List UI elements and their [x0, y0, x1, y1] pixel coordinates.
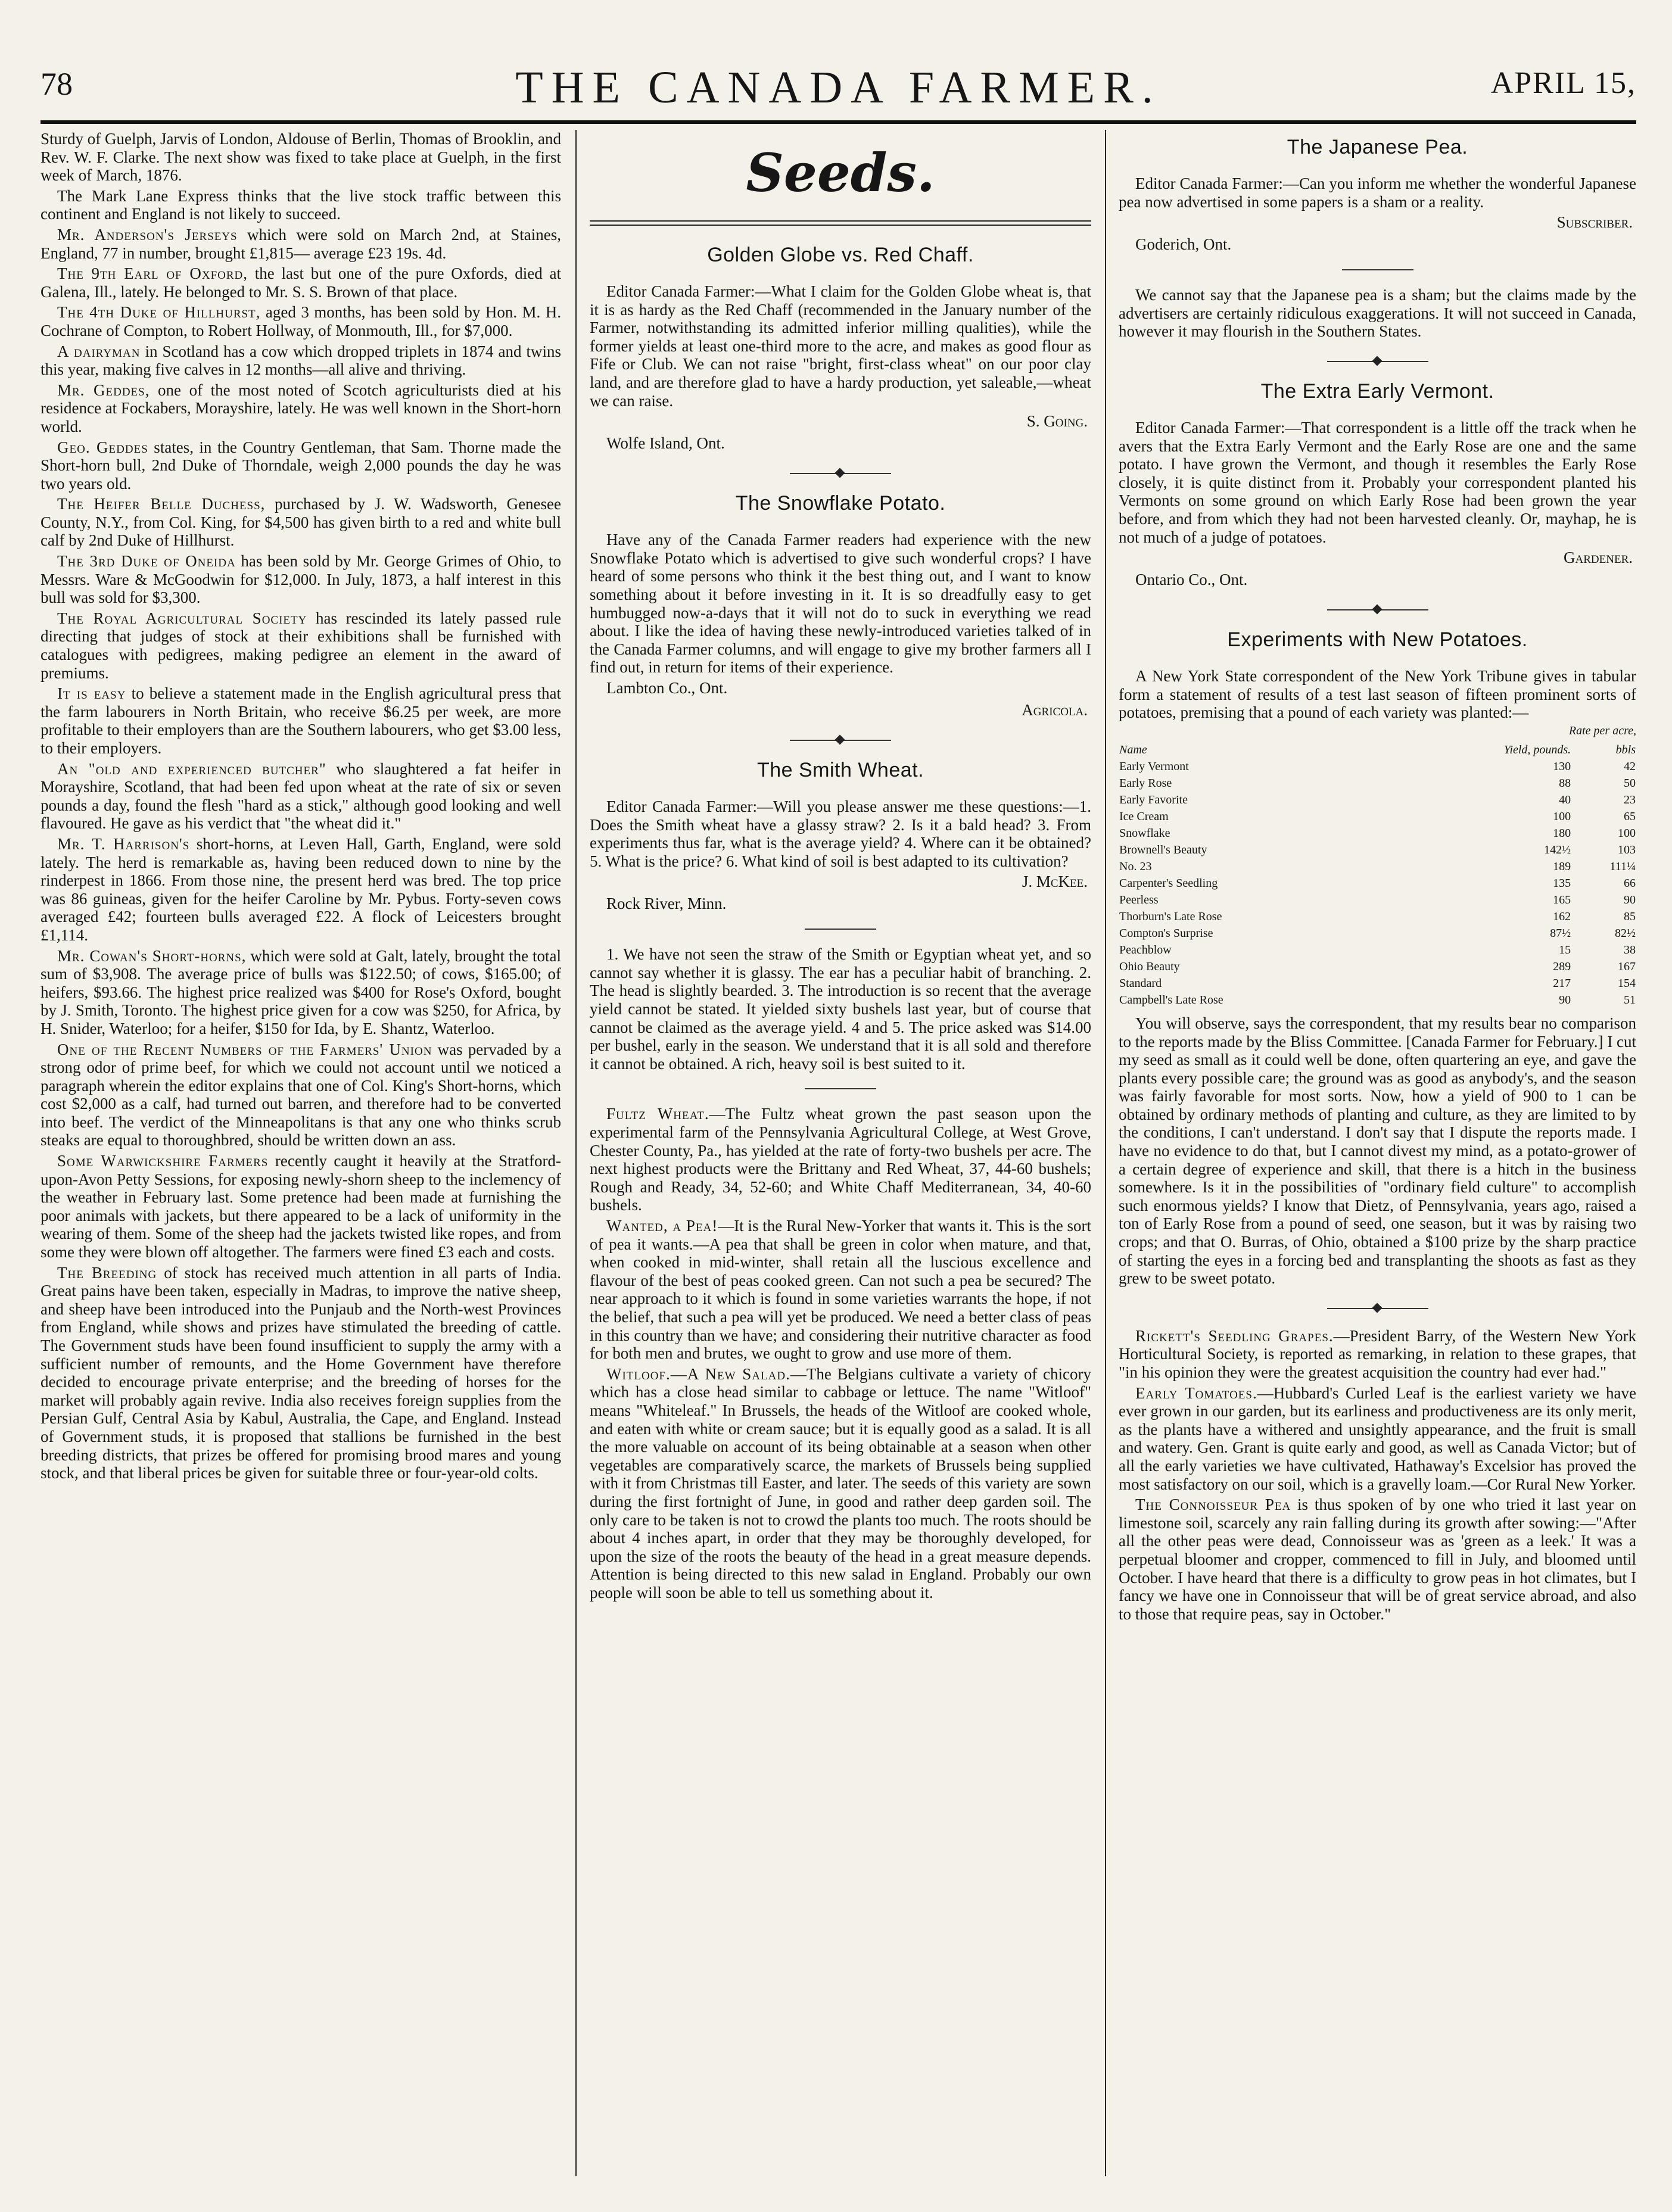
article-headline: The Snowflake Potato. [735, 492, 946, 515]
table-row: No. 23 189 111¼ [1119, 859, 1636, 873]
paragraph: The Mark Lane Express thinks that the live stock traffic between this continent and England is not likely to succeed. [41, 186, 561, 223]
table-row: Ice Cream 100 65 [1119, 809, 1636, 823]
signature: Gardener. [1564, 549, 1633, 567]
section-rule [590, 220, 1091, 226]
divider [1327, 1308, 1428, 1309]
table-row: Campbell's Late Rose 90 51 [1119, 993, 1636, 1007]
divider [1342, 269, 1413, 270]
table-caption: Rate per acre, [1568, 724, 1636, 737]
paragraph: The Royal Agricultural Society has rescinded its lately passed rule directing that judges of stock at their exhibitions shall be furnished with catalogues with pedigrees, making pedigree an element in the award of premiums. [41, 609, 561, 682]
column-left [41, 130, 561, 2188]
paragraph: A New York State correspondent of the New York Tribune gives in tabular form a statement of results of a test last season of fifteen prominent sorts of potatoes, premising that a pound of each variety was planted:— [1119, 667, 1636, 722]
signature: J. McKee. [1022, 873, 1088, 891]
table-row: Brownell's Beauty 142½ 103 [1119, 843, 1636, 856]
paragraph: Rickett's Seedling Grapes.—President Barry, of the Western New York Horticultural Society, is reported as remarking, in relation to these grapes, that "in his opinion they were the greatest acquisition the country had ever had." [1119, 1326, 1636, 1381]
paragraph: Early Tomatoes.—Hubbard's Curled Leaf is the earliest variety we have ever grown in our garden, but its earliness and productiveness are its only merit, as the plants have a withered and unsightly appearance, and the fruit is small and watery. Gen. Grant is quite early and good, as well as Canada Victor; but of all the early varieties we have cultivated, Hathaway's Excelsior has proved the most satisfactory on our soil, which is a gravelly loam.—Cor Rural New Yorker. [1119, 1384, 1636, 1493]
dateline: Goderich, Ont. [1135, 235, 1232, 254]
section-title: Seeds. [746, 142, 935, 204]
paragraph: Mr. T. Harrison's short-horns, at Leven Hall, Garth, England, were sold lately. The herd is remarkable as, having been reduced down to nine by the rinderpest in 1866. From those nine, the present herd was bred. The top price was 86 guineas, given for the heifer Caroline by Mr. Pybus. Forty-seven cows averaged £42; fourteen bulls averaged £22. A flock of Leicesters brought £1,114. [41, 834, 561, 944]
paragraph: Fultz Wheat.—The Fultz wheat grown the past season upon the experimental farm of the Pennsylvania Agricultural College, at West Grove, Chester County, Pa., has yielded at the rate of forty-two bushels per acre. The next highest products were the Brittany and Red Wheat, 37, 44-60 bushels; Rough and Ready, 34, 52-60; and White Chaff Mediterranean, 34, 40-60 bushels. [590, 1105, 1091, 1214]
signature: Subscriber. [1556, 213, 1633, 232]
table-row: Ohio Beauty 289 167 [1119, 959, 1636, 973]
paragraph: Editor Canada Farmer:—What I claim for the Golden Globe wheat is, that it is as hardy as the Red Chaff (recommended in the January number of the Farmer, notwithstanding its admitted inferior milling qualities), while the former yields at least one-third more to the acre, and makes as good flour as Fife or Club. We can not raise "bright, first-class wheat" on our poor clay land, and are therefore glad to have a hardy production, yet saleable,—wheat we can raise. [590, 282, 1091, 410]
paragraph: Editor Canada Farmer:—Can you inform me whether the wonderful Japanese pea now advertised in some papers is a sham or a reality. [1119, 175, 1636, 211]
paragraph: 1. We have not seen the straw of the Smith or Egyptian wheat yet, and so cannot say whether it is glassy. The ear has a peculiar habit of branching. 2. The head is slightly bearded. 3. The introduction is so recent that the average yield cannot be stated. It yielded sixty bushels last year, but of course that cannot be claimed as the average yield. 4 and 5. The price asked was $14.00 per bushel, early in the season. We understand that it is all sold and therefore it cannot be obtained. A rich, heavy soil is best suited to it. [590, 945, 1091, 1073]
column-divider [575, 130, 577, 2176]
article-headline: The Smith Wheat. [756, 758, 924, 781]
paragraph: It is easy to believe a statement made in the English agricultural press that the farm labourers in North Britain, who receive $6.25 per week, are more profitable to their employers than are the Southern labourers, who get $3.00 less, to their employers. [41, 684, 561, 757]
table-row: Peerless 165 90 [1119, 893, 1636, 906]
paragraph: An "old and experienced butcher" who slaughtered a fat heifer in Morayshire, Scotland, that had been fed upon wheat at the rate of six or seven pounds a day, found the flesh "hard as a stick," although good looking and well flavoured. He gave as his verdict that "the wheat did it." [41, 759, 561, 833]
paragraph: Geo. Geddes states, in the Country Gentleman, that Sam. Thorne made the Short-horn bull, 2nd Duke of Thorndale, weigh 2,000 pounds the day he was two years old. [41, 438, 561, 493]
dateline: Ontario Co., Ont. [1135, 571, 1248, 589]
table-header-yield: Yield, pounds. [1503, 743, 1571, 756]
paragraph: The 3rd Duke of Oneida has been sold by Mr. George Grimes of Ohio, to Messrs. Ware & McGoodwin for $12,000. In July, 1873, a half interest in this bull was sold for $3,300. [41, 552, 561, 607]
column-right [1119, 130, 1636, 2188]
masthead-title: THE CANADA FARMER. [515, 63, 1162, 113]
paragraph: The Breeding of stock has received much attention in all parts of India. Great pains have been taken, especially in Madras, to improve the native sheep, and sheep have been introduced into the Punjaub and the North-west Provinces from England, while shows and prizes have stimulated the breeding of cattle. The Government studs have been found insufficient to supply the army with a sufficient number of remounts, and the Home Government have therefore decided to encourage private enterprise; and the breeding of horses for the market will probably again revive. India also receives foreign supplies from the Persian Gulf, Central Asia by Kabul, Australia, the Cape, and England. Instead of Government studs, it is proposed that stallions be furnished in the best breeding districts, that prizes be offered for promising brood mares and young stock, and that liberal prices be given for suitable three or four-year-old colts. [41, 1263, 561, 1482]
divider [1327, 609, 1428, 610]
paragraph: We cannot say that the Japanese pea is a sham; but the claims made by the advertisers are certainly ridiculous exaggerations. It will not succeed in Canada, however it may flourish in the Southern States. [1119, 286, 1636, 341]
paragraph: The Heifer Belle Duchess, purchased by J. W. Wadsworth, Genesee County, N.Y., from Col. King, for $4,500 has given birth to a red and white bull calf by 2nd Duke of Hillhurst. [41, 495, 561, 550]
signature: S. Going. [1026, 412, 1088, 431]
paragraph: Have any of the Canada Farmer readers had experience with the new Snowflake Potato which is advertised to give such wonderful crops? I have heard of some persons who think it the best thing out, and I want to know something about it before investing in it. It is so dreadfully easy to get humbugged now-a-days that it will not do to suck in everything we read about. I like the idea of having these newly-introduced varieties talked of in the Canada Farmer columns, and will engage to give my brother farmers all I find out, in return for items of their experience. [590, 531, 1091, 677]
dateline: Wolfe Island, Ont. [606, 434, 725, 453]
paragraph: A dairyman in Scotland has a cow which dropped triplets in 1874 and twins this year, making five calves in 12 months—all alive and thriving. [41, 342, 561, 379]
paragraph: Editor Canada Farmer:—That correspondent is a little off the track when he avers that the Extra Early Vermont and the Early Rose are one and the same potato. I have grown the Vermont, and though it resembles the Early Rose closely, it is quite distinct from it. Probably your correspondent planted his Vermonts on some ground on which Early Rose had been grown the year before, and from which they had not been harvested cleanly. Or, mayhap, he is not much of a judge of potatoes. [1119, 418, 1636, 546]
issue-date: APRIL 15, [1490, 66, 1636, 100]
paragraph: Mr. Cowan's Short-horns, which were sold at Galt, lately, brought the total sum of $3,908. The average price of bulls was $122.50; of cows, $165.00; of heifers, $93.66. The highest price realized was $400 for Rose's Oxford, bought by J. Smith, Toronto. The highest price given for a cow was $250, for Africa, by H. Snider, Waterloo; for a heifer, $150 for Ida, by E. Shantz, Waterloo. [41, 946, 561, 1038]
signature: Agricola. [1022, 700, 1088, 719]
paragraph: Sturdy of Guelph, Jarvis of London, Aldouse of Berlin, Thomas of Brooklin, and Rev. W. F. Clarke. The next show was fixed to take place at Guelph, in the first week of March, 1876. [41, 130, 561, 185]
paragraph: The 9th Earl of Oxford, the last but one of the pure Oxfords, died at Galena, Ill., lately. He belonged to Mr. S. S. Brown of that place. [41, 264, 561, 301]
paragraph: Wanted, a Pea!—It is the Rural New-Yorker that wants it. This is the sort of pea it wants.—A pea that shall be green in color when mature, and that, when cooked in mid-winter, shall retain all the luscious excellence and flavour of the best of peas cooked green. Can not such a pea be secured? The near approach to it which is found in some varieties warrants the hope, if not the belief, that such a pea will yet be produced. We need a better class of peas in this country than we have; and considering their nutritive character as food for both men and brutes, we ought to grow and use more of them. [590, 1217, 1091, 1363]
dateline: Lambton Co., Ont. [606, 678, 728, 697]
article-headline: The Extra Early Vermont. [1260, 379, 1494, 403]
article-headline: The Japanese Pea. [1287, 136, 1468, 158]
page-number: 78 [41, 66, 73, 102]
paragraph: The 4th Duke of Hillhurst, aged 3 months, has been sold by Hon. M. H. Cochrane of Compton, to Robert Hollway, of Monmouth, Ill., for $7,000. [41, 303, 561, 339]
table-row: Early Vermont 130 42 [1119, 759, 1636, 773]
article-headline: Experiments with New Potatoes. [1227, 628, 1528, 652]
paragraph: Witloof.—A New Salad.—The Belgians cultivate a variety of chicory which has a close head similar to cabbage or lettuce. The name "Witloof" means "Whiteleaf." In Brussels, the heads of the Witloof are cooked whole, and eaten with white or cream sauce; but it is equally good as a salad. It is all the more valuable on account of its being obtainable at a season when other vegetables are comparatively scarce, the markets of Brussels being supplied with it from Christmas till Easter, and later. The seeds of this variety are sown during the first fortnight of June, in good and rather deep garden soil. The only care to be taken is not to crowd the plants too much. The roots should be about 4 inches apart, in order that they may be thoroughly developed, for upon the size of the roots the beauty of the head in a great measure depends. Attention is being directed to this new salad in England. Probably our own people will soon be able to tell us something about it. [590, 1364, 1091, 1602]
table-row: Snowflake 180 100 [1119, 826, 1636, 840]
table-header-name: Name [1119, 743, 1147, 756]
paragraph: Mr. Anderson's Jerseys which were sold on March 2nd, at Staines, England, 77 in number, brought £1,815— average £23 19s. 4d. [41, 225, 561, 262]
paragraph: Mr. Geddes, one of the most noted of Scotch agriculturists died at his residence at Fockabers, Morayshire, lately. He was well known in the Short-horn world. [41, 381, 561, 435]
divider [805, 1088, 876, 1089]
table-row: Carpenter's Seedling 135 66 [1119, 876, 1636, 890]
table-row: Early Favorite 40 23 [1119, 793, 1636, 806]
paragraph: You will observe, says the correspondent, that my results bear no comparison to the reports made by the Bliss Committee. [Canada Farmer for February.] I cut my seed as small as it could well be done, often quartering an eye, and gave the plants every possible care; the ground was as good as anybody's, and the season was fairly favorable for most sorts. Now, how a yield of 900 to 1 can be obtained by ordinary methods of planting and culture, as they are limited to by the conditions, I can't understand. I don't say that I dispute the reports made. I have no evidence to do that, but I cannot divest my mind, as a potato-grower of a certain degree of experience and skill, that there is a hitch in the business somewhere. Is it in the possibilities of "ordinary field culture" to accomplish such enormous yields? I know that Dietz, of Pennsylvania, years ago, raised a ton of Early Rose from a pound of seed, one season, but it was by raising two crops; and that O. Burras, of Ohio, obtained a $100 prize by the sharp practice of starting the eyes in a forcing bed and transplanting the shoots as fast as they grew to be sweet potato. [1119, 1014, 1636, 1288]
header-rule [41, 120, 1636, 124]
paragraph: One of the Recent Numbers of the Farmers' Union was pervaded by a strong odor of prime beef, for which we could not account until we noticed a paragraph wherein the editor explains that one of Col. King's Short-horns, which cost $2,000 as a calf, had turned out barren, and therefore had to be converted into beef. The verdict of the Minneapolitans is that any one who thinks scrub steaks are equal to thoroughbred, should be written down an ass. [41, 1040, 561, 1149]
paragraph: Editor Canada Farmer:—Will you please answer me these questions:—1. Does the Smith wheat have a glassy straw? 2. Is it a bald head? 3. From experiments thus far, what is the average yield? 4. Where can it be obtained? 5. What is the price? 6. What kind of soil is best adapted to its cultivation? [590, 797, 1091, 870]
dateline: Rock River, Minn. [606, 895, 727, 913]
potato-yield-table [1119, 742, 1636, 1008]
divider [790, 740, 891, 741]
divider [805, 929, 876, 930]
table-row: Thorburn's Late Rose 162 85 [1119, 909, 1636, 923]
article-headline: Golden Globe vs. Red Chaff. [707, 244, 974, 266]
table-row: Early Rose 88 50 [1119, 776, 1636, 790]
table-header-row [1119, 742, 1636, 758]
page-header [41, 63, 1636, 113]
divider [790, 473, 891, 474]
column-divider [1105, 130, 1106, 2176]
table-row: Standard 217 154 [1119, 976, 1636, 990]
paragraph: Some Warwickshire Farmers recently caught it heavily at the Stratford-upon-Avon Petty Sessions, for exposing newly-shorn sheep to the inclemency of the weather in February last. Some pretence had been made at furnishing the poor animals with jackets, but there appeared to be a lack of uniformity in the wearing of them. Some of the sheep had the jackets twisted like ropes, and from some they were blown off altogether. The farmers were fined £3 each and costs. [41, 1152, 561, 1261]
table-row: Compton's Surprise 87½ 82½ [1119, 926, 1636, 940]
table-header-bbls: bbls [1615, 743, 1636, 756]
divider [1327, 361, 1428, 362]
paragraph: The Connoisseur Pea is thus spoken of by one who tried it last year on limestone soil, scarcely any rain falling during its growth after sowing:—"After all the other peas were dead, Connoisseur was as 'green as a leek.' It was a perpetual bloomer and cropper, commenced to fill in July, and bloomed until October. I have heard that there is a difficulty to grow peas in hot climates, but I fancy we have one in Connoisseur that will be of great service abroad, and also to those that require peas, say in October." [1119, 1496, 1636, 1623]
column-middle [590, 130, 1091, 2188]
table-row: Peachblow 15 38 [1119, 943, 1636, 957]
